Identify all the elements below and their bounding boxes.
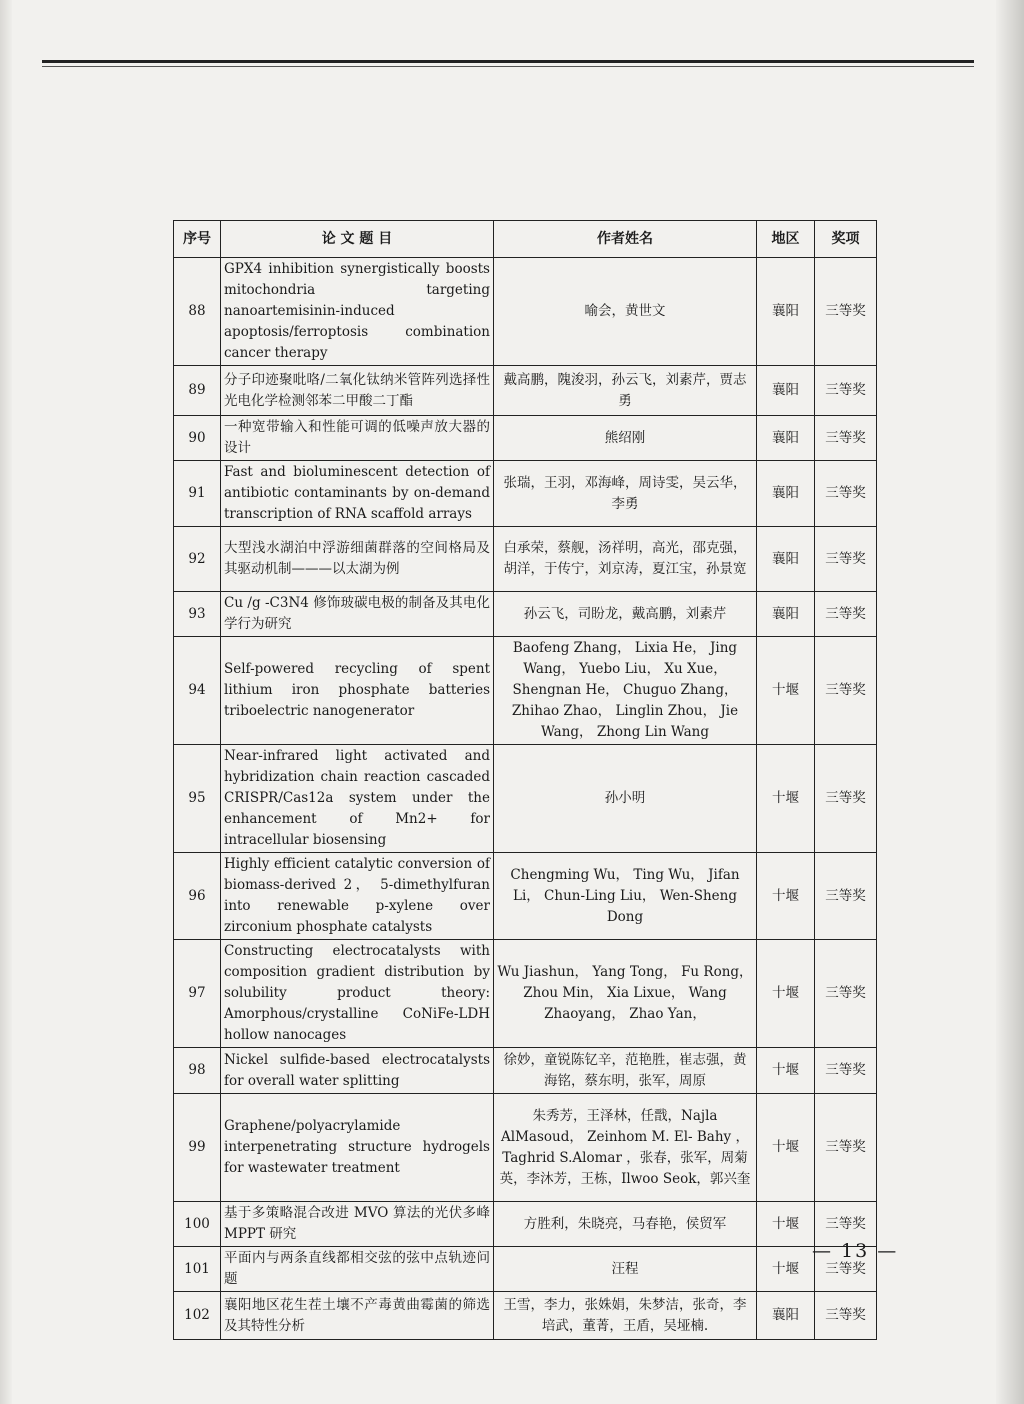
author-names: 汪程 bbox=[494, 1247, 757, 1292]
paper-title: 分子印迹聚吡咯/二氧化钛纳米管阵列选择性光电化学检测邻苯二甲酸二丁酯 bbox=[221, 366, 494, 416]
prize: 三等奖 bbox=[815, 1247, 877, 1292]
table-row bbox=[174, 461, 877, 527]
paper-title: 襄阳地区花生茬土壤不产毒黄曲霉菌的筛选及其特性分析 bbox=[221, 1292, 494, 1340]
author-names: 朱秀芳，王泽林，任戬，Najla AlMasoud， Zeinhom M. El- Bahy ， Taghrid S.Alomar ，张春，张军，周菊英，李沐芳，王栋，Ilwoo Seok，郭兴奎 bbox=[494, 1094, 757, 1202]
region: 襄阳 bbox=[757, 1292, 815, 1340]
author-names: 白承荣，蔡舰，汤祥明，高光，邵克强，胡洋，于传宁，刘京涛，夏江宝，孙景宽 bbox=[494, 527, 757, 592]
prize: 三等奖 bbox=[815, 1202, 877, 1247]
table-row bbox=[174, 853, 877, 940]
prize: 三等奖 bbox=[815, 258, 877, 366]
header-prize: 奖项 bbox=[815, 221, 877, 258]
table-row bbox=[174, 527, 877, 592]
table-row bbox=[174, 1048, 877, 1094]
author-names: Baofeng Zhang， Lixia He， Jing Wang， Yuebo Liu， Xu Xue， Shengnan He， Chuguo Zhang， Zhihao Zhao， Linglin Zhou， Jie Wang， Zhong Lin Wang bbox=[494, 637, 757, 745]
region: 襄阳 bbox=[757, 366, 815, 416]
paper-title: Self-powered recycling of spent lithium iron phosphate batteries triboelectric nanogenerator bbox=[221, 637, 494, 745]
author-names: Chengming Wu， Ting Wu， Jifan Li， Chun-Ling Liu， Wen-Sheng Dong bbox=[494, 853, 757, 940]
row-number: 92 bbox=[174, 527, 221, 592]
header-num: 序号 bbox=[174, 221, 221, 258]
prize: 三等奖 bbox=[815, 592, 877, 637]
table-row bbox=[174, 940, 877, 1048]
region: 十堰 bbox=[757, 1094, 815, 1202]
author-names: 戴高鹏，隗浚羽，孙云飞，刘素芹，贾志勇 bbox=[494, 366, 757, 416]
region: 十堰 bbox=[757, 940, 815, 1048]
prize: 三等奖 bbox=[815, 1292, 877, 1340]
paper-title: 一种宽带输入和性能可调的低噪声放大器的设计 bbox=[221, 416, 494, 461]
region: 襄阳 bbox=[757, 592, 815, 637]
author-names: 张瑞，王羽，邓海峰，周诗雯，吴云华，李勇 bbox=[494, 461, 757, 527]
region: 襄阳 bbox=[757, 461, 815, 527]
author-names: Wu Jiashun， Yang Tong， Fu Rong， Zhou Min， Xia Lixue， Wang Zhaoyang， Zhao Yan， bbox=[494, 940, 757, 1048]
region: 十堰 bbox=[757, 745, 815, 853]
row-number: 91 bbox=[174, 461, 221, 527]
region: 十堰 bbox=[757, 637, 815, 745]
prize: 三等奖 bbox=[815, 1048, 877, 1094]
row-number: 97 bbox=[174, 940, 221, 1048]
awards-table bbox=[173, 220, 877, 1340]
prize: 三等奖 bbox=[815, 527, 877, 592]
table-row bbox=[174, 1094, 877, 1202]
row-number: 98 bbox=[174, 1048, 221, 1094]
prize: 三等奖 bbox=[815, 853, 877, 940]
region: 襄阳 bbox=[757, 527, 815, 592]
paper-title: Constructing electrocatalysts with composition gradient distribution by solubility product theory: Amorphous/crystalline CoNiFe-LDH hollow nanocages bbox=[221, 940, 494, 1048]
scan-edge-right bbox=[996, 0, 1024, 1404]
row-number: 102 bbox=[174, 1292, 221, 1340]
row-number: 90 bbox=[174, 416, 221, 461]
table-row bbox=[174, 745, 877, 853]
table-row bbox=[174, 1292, 877, 1340]
prize: 三等奖 bbox=[815, 366, 877, 416]
paper-title: 基于多策略混合改进 MVO 算法的光伏多峰 MPPT 研究 bbox=[221, 1202, 494, 1247]
row-number: 93 bbox=[174, 592, 221, 637]
table-row bbox=[174, 258, 877, 366]
scan-edge-left bbox=[0, 0, 12, 1404]
region: 十堰 bbox=[757, 1048, 815, 1094]
region: 十堰 bbox=[757, 1202, 815, 1247]
header-rule-thin bbox=[42, 66, 974, 67]
header-rule bbox=[42, 60, 974, 63]
header-title: 论 文 题 目 bbox=[221, 221, 494, 258]
table-row bbox=[174, 1247, 877, 1292]
table-header-row bbox=[174, 221, 877, 258]
author-names: 孙云飞，司盼龙，戴高鹏，刘素芹 bbox=[494, 592, 757, 637]
region: 襄阳 bbox=[757, 258, 815, 366]
author-names: 徐妙，童锐陈钇辛，范艳胜，崔志强，黄海铭，蔡东明，张军，周原 bbox=[494, 1048, 757, 1094]
row-number: 99 bbox=[174, 1094, 221, 1202]
prize: 三等奖 bbox=[815, 1094, 877, 1202]
row-number: 89 bbox=[174, 366, 221, 416]
paper-title: Near-infrared light activated and hybridization chain reaction cascaded CRISPR/Cas12a system under the enhancement of Mn2+ for intracellular biosensing bbox=[221, 745, 494, 853]
row-number: 94 bbox=[174, 637, 221, 745]
row-number: 88 bbox=[174, 258, 221, 366]
table-row bbox=[174, 416, 877, 461]
region: 十堰 bbox=[757, 1247, 815, 1292]
author-names: 方胜利，朱晓亮，马春艳，侯贸军 bbox=[494, 1202, 757, 1247]
table-row bbox=[174, 637, 877, 745]
table-row bbox=[174, 1202, 877, 1247]
region: 襄阳 bbox=[757, 416, 815, 461]
paper-title: 大型浅水湖泊中浮游细菌群落的空间格局及其驱动机制———以太湖为例 bbox=[221, 527, 494, 592]
row-number: 101 bbox=[174, 1247, 221, 1292]
author-names: 孙小明 bbox=[494, 745, 757, 853]
header-region: 地区 bbox=[757, 221, 815, 258]
paper-title: Fast and bioluminescent detection of antibiotic contaminants by on-demand transcription of RNA scaffold arrays bbox=[221, 461, 494, 527]
paper-title: GPX4 inhibition synergistically boosts mitochondria targeting nanoartemisinin-induced apoptosis/ferroptosis combination cancer therapy bbox=[221, 258, 494, 366]
prize: 三等奖 bbox=[815, 416, 877, 461]
prize: 三等奖 bbox=[815, 940, 877, 1048]
table-row bbox=[174, 366, 877, 416]
author-names: 王雪，李力，张姝娟，朱梦洁，张奇，李培武，董菁，王盾，吴垭楠. bbox=[494, 1292, 757, 1340]
paper-title: 平面内与两条直线都相交弦的弦中点轨迹问题 bbox=[221, 1247, 494, 1292]
paper-title: Graphene/polyacrylamide interpenetrating structure hydrogels for wastewater treatment bbox=[221, 1094, 494, 1202]
author-names: 喻会，黄世文 bbox=[494, 258, 757, 366]
paper-title: Cu /g -C3N4 修饰玻碳电极的制备及其电化学行为研究 bbox=[221, 592, 494, 637]
row-number: 95 bbox=[174, 745, 221, 853]
row-number: 96 bbox=[174, 853, 221, 940]
prize: 三等奖 bbox=[815, 637, 877, 745]
header-authors: 作者姓名 bbox=[494, 221, 757, 258]
table-row bbox=[174, 592, 877, 637]
region: 十堰 bbox=[757, 853, 815, 940]
prize: 三等奖 bbox=[815, 461, 877, 527]
author-names: 熊绍刚 bbox=[494, 416, 757, 461]
paper-title: Highly efficient catalytic conversion of biomass-derived 2， 5-dimethylfuran into renewable p-xylene over zirconium phosphate catalysts bbox=[221, 853, 494, 940]
row-number: 100 bbox=[174, 1202, 221, 1247]
page-number: — 13 — bbox=[812, 1240, 899, 1262]
paper-title: Nickel sulfide-based electrocatalysts for overall water splitting bbox=[221, 1048, 494, 1094]
prize: 三等奖 bbox=[815, 745, 877, 853]
